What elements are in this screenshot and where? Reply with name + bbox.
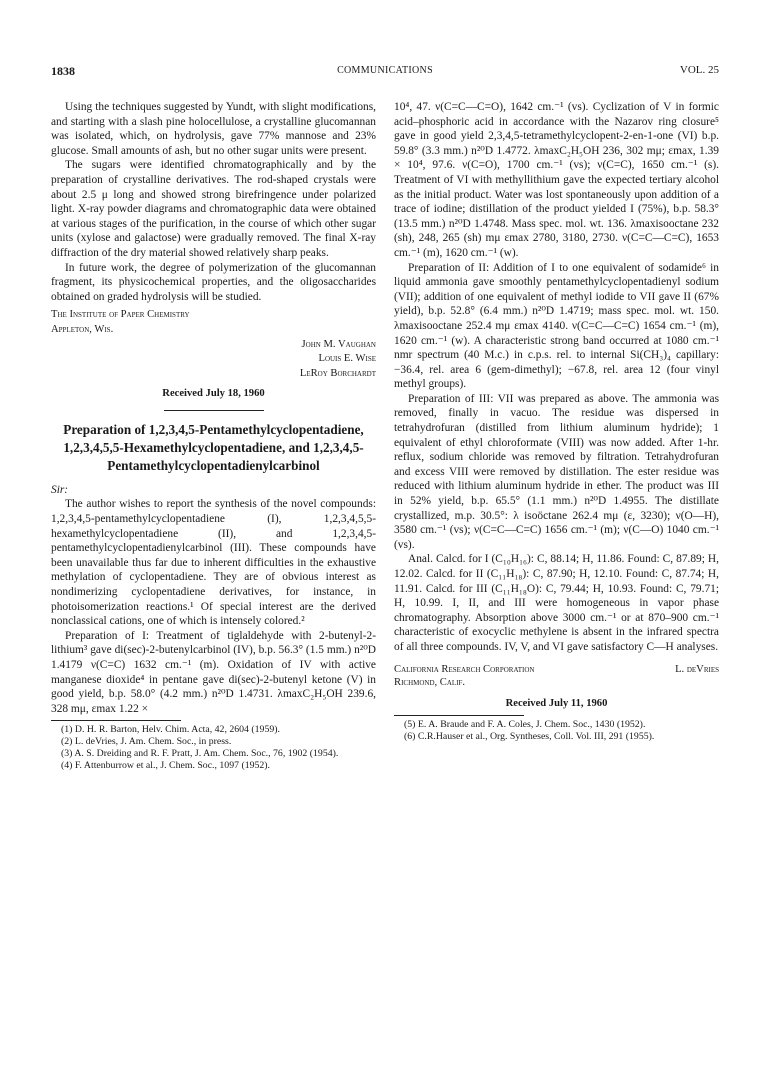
article-title: Preparation of 1,2,3,4,5-Pentamethylcyclopentadiene, 1,2,3,4,5,5-Hexamethylcyclopentadiene, and 1,2,3,4,5-Pentamethylcyclopentadienylcarbinol — [63, 421, 364, 473]
author-name: LeRoy Borchardt — [299, 367, 376, 379]
author-name: Louis E. Wise — [318, 353, 376, 365]
footnote: (2) L. deVries, J. Am. Chem. Soc., in press. — [61, 736, 232, 748]
footnote: (5) E. A. Braude and F. A. Coles, J. Chem. Soc., 1430 (1952). — [404, 719, 646, 731]
volume-label: VOL. 25 — [679, 64, 719, 76]
right-column — [394, 100, 719, 743]
affiliation-location: Richmond, Calif. — [394, 676, 466, 688]
paragraph: Using the techniques suggested by Yundt, with slight modifications, and starting with a slash pine holocellulose, a crystalline glucomannan was isolated, which, on hydrolysis, gave 77% mannose and 23% glucose. Small amounts of ash, but no other sugar units were present. — [51, 101, 376, 157]
footnote: (1) D. H. R. Barton, Helv. Chim. Acta, 42, 2604 (1959). — [61, 724, 280, 736]
section-title: COMMUNICATIONS — [337, 65, 433, 76]
received-date: Received July 11, 1960 — [505, 697, 608, 709]
footnote-divider — [394, 715, 524, 716]
paragraph: 10⁴, 47. ν(C=C—C=O), 1642 cm.⁻¹ (vs). Cyclization of V in formic acid–phosphoric acid in accordance with the Nazarov ring closure⁵ gave in good yield 2,3,4,5-tetramethylcyclopent-2-en-1-one (VI) b.p. 59.8° (3.3 mm.) n²⁰D 1.4772. λmaxC₂H₅OH 236, 302 mμ; εmax, 1.39 × 10⁴, 97.6. ν(C=O), 1700 cm.⁻¹ (vs); ν(C=C), 1650 cm.⁻¹ (s). Treatment of VI with methyllithium gave the expected tertiary alcohol as the initial product. Water was lost spontaneously upon addition of a trace of iodine; distillation of the product yielded I (75%), b.p. 58.3° (13.5 mm.) n²⁰D 1.4748. Mass spec. mol. wt. 136. λmaxisooctane 232 (sh), 248, 265 (sh) mμ εmax 2780, 3180, 2730. ν(C=C—C=C), 1653 cm.⁻¹ (m), 1620 cm.⁻¹ (w). — [394, 101, 719, 259]
paragraph: The author wishes to report the synthesis of the novel compounds: 1,2,3,4,5-pentamethylcyclopentadiene (I), 1,2,3,4,5,5-hexamethylcyclopentadiene (II), and 1,2,3,4,5-pentamethylcyclopentadienylcarbinol (III). These compounds have been unavailable thus far due to inherent difficulties in the exhaustive methylation of cyclopentadiene. They are of obvious interest as nondimerizing cyclopentadiene derivatives, for instance, in photoisomerization reactions.¹ Of special interest are the derived nonclassical cations, one of which is intensely colored.² — [51, 498, 376, 628]
author-name: L. deVries — [675, 663, 719, 675]
divider — [164, 410, 264, 411]
running-header — [51, 64, 719, 80]
paragraph: The sugars were identified chromatographically and by the preparation of crystalline derivatives. The rod-shaped crystals were about 2.5 μ long and showed strong birefringence under polarized light. X-ray powder diagrams and chromatographic data were obtained at various stages of the purification, in the course of which other sugar units (xylose and galactose) were gradually removed. The final X-ray diffraction of the dry material showed relatively sharp peaks. — [51, 159, 376, 259]
salutation: Sir: — [51, 483, 69, 496]
paragraph: Preparation of I: Treatment of tiglaldehyde with 2-butenyl-2-lithium³ gave di(sec)-2-butenylcarbinol (IV), b.p. 56.3° (1.5 mm.) n²⁰D 1.4179 ν(C=C) 1632 cm.⁻¹ (m). Oxidation of IV with active manganese dioxide⁴ in pentane gave di(sec)-2-butenyl ketone (V) in good yield, b.p. 58.0° (4.2 mm.) n²⁰D 1.4731. λmaxC₂H₅OH 239.6, 328 mμ, εmax 1.22 × — [51, 629, 376, 715]
author-name: John M. Vaughan — [301, 338, 376, 350]
signature-block — [394, 663, 719, 691]
affiliation-institution: California Research Corporation — [394, 663, 535, 675]
paragraph: Anal. Calcd. for I (C₁₀H₁₆): C, 88.14; H, 11.86. Found: C, 87.89; H, 12.02. Calcd. for II (C₁₁H₁₈): C, 87.90; H, 12.10. Found: C, 87.74; H, 11.91. Calcd. for III (C₁₁H₁₈O): C, 79.44; H, 10.93. Found: C, 79.71; H, 10.99. I, II, and III were homogeneous in vapor phase chromatography. Absorption above 3000 cm.⁻¹ or at 870–900 cm.⁻¹ characteristic of exocyclic methylene is absent in the infrared spectra of all three compounds. IV, V, and VI gave satisfactory C—H analyses. — [394, 553, 719, 653]
affiliation-block — [394, 663, 534, 689]
affiliation-institution: The Institute of Paper Chemistry — [51, 309, 190, 321]
footnote: (3) A. S. Dreiding and R. F. Pratt, J. Am. Chem. Soc., 76, 1902 (1954). — [61, 748, 339, 760]
footnote-divider — [51, 720, 181, 721]
affiliation-location: Appleton, Wis. — [51, 323, 114, 335]
paragraph: Preparation of III: VII was prepared as above. The ammonia was removed, finally in vacuo. The residue was dispersed in tetrahydrofuran (distilled from lithium aluminum hydride); 1 equivalent of ethyl chloroformate (VIII) was now added. After 1-hr. reflux, sodium chloride was removed by filtration. Tetrahydrofuran and excess VIII were removed by distillation. The ester residue was reduced with lithium aluminum hydride in ether. The product was III in 52% yield, b.p. 65.5° (1.1 mm.) n²⁰D 1.4955. The distillate crystallized, m.p. 30.5°: λ isoöctane 262.4 mμ (ε, 3230); ν(O—H), 3580 cm.⁻¹ (vs); ν(C=C—C=C) 1656 cm.⁻¹ (m); ν(C—O) 1040 cm.⁻¹ (vs). — [394, 392, 719, 551]
footnote: (6) C.R.Hauser et al., Org. Syntheses, Coll. Vol. III, 291 (1955). — [404, 731, 655, 743]
footnote: (4) F. Attenburrow et al., J. Chem. Soc., 1097 (1952). — [61, 760, 271, 772]
received-date: Received July 18, 1960 — [162, 388, 265, 400]
paragraph: In future work, the degree of polymerization of the glucomannan fragment, its physicochemical properties, and the oligosaccharides obtained on graded hydrolysis will be studied. — [51, 261, 376, 303]
page-number: 1838 — [51, 64, 75, 78]
paragraph: Preparation of II: Addition of I to one equivalent of sodamide⁶ in liquid ammonia gave smoothly pentamethylcyclopentadienyl sodium (VII); addition of one equivalent of methyl iodide to VII gave II (67% yield), b.p. 52.8° (6.4 mm.) n²⁰D 1.4719; mass spec. mol. wt. 150. λmaxisooctane 252.4 mμ εmax 4140. ν(C=C—C=C) 1654 cm.⁻¹ (m), 1620 cm.⁻¹ (w). A characteristic strong band occurred at 1080 cm.⁻¹ nmr spectrum (40 M.c.) in c.p.s. rel. to internal Si(CH₃)₄ capillary: −36.4, rel. area 6 (gem-dimethyl); −67.8, rel. area 12 (four vinyl methyl groups). — [394, 261, 719, 391]
left-column — [51, 100, 376, 772]
